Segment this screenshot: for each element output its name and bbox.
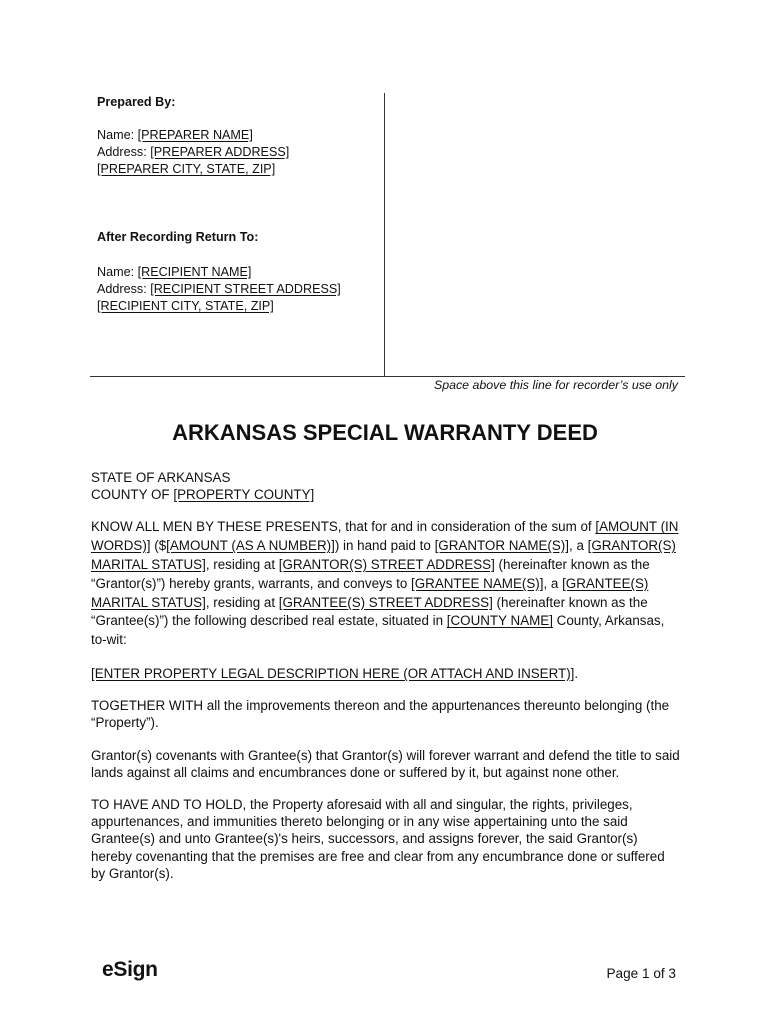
preparer-city-field[interactable]: [PREPARER CITY, STATE, ZIP] [97,162,276,176]
state-line: STATE OF ARKANSAS [91,470,231,485]
placeholder-field[interactable]: [GRANTEE NAME(S)] [411,575,544,591]
label: Name: [97,128,138,142]
placeholder-field[interactable]: [COUNTY NAME] [446,613,553,629]
recipient-city-field[interactable]: [RECIPIENT CITY, STATE, ZIP] [97,299,274,313]
esign-logo: eSign [102,958,158,981]
document-body [91,469,681,897]
paragraph-text: (hereinafter known as the “Grantee(s)”) the following described real estate, situated in [91,594,648,629]
label: Name: [97,265,138,279]
recorder-line [90,376,685,377]
placeholder-field[interactable]: [GRANTEE(S) MARITAL STATUS] [91,575,649,610]
consideration-paragraph [91,518,681,650]
paragraph-text: KNOW ALL MEN BY THESE PRESENTS, that for and in consideration of the sum of [91,519,596,535]
paragraph-text: (hereinafter known as the “Grantor(s)”) hereby grants, warrants, and conveys to [91,557,650,591]
paragraph-text: County, Arkansas, to-wit: [91,613,665,648]
together-paragraph: TOGETHER WITH all the improvements thereon and the appurtenances thereunto belonging (the “Property”). [91,698,670,731]
paragraph-text: ) in hand paid to [334,538,435,554]
placeholder-field[interactable]: [AMOUNT (AS A NUMBER)] [166,538,335,554]
page-number: Page 1 of 3 [606,966,676,981]
recorder-note: Space above this line for recorder’s use only [433,378,678,392]
preparer-name-field[interactable]: [PREPARER NAME] [137,128,253,142]
placeholder-field[interactable]: [AMOUNT (IN WORDS)] [91,519,679,554]
habendum-paragraph: TO HAVE AND TO HOLD, the Property aforesaid with all and singular, the rights, privileges, appurtenances, and immunities thereto belonging or in any wise appertaining unto the said Grantee(s) and unto Grantee(s)'s heirs, successors, and assigns forever, the said Grantor(s) hereby covenanting that the premises are free and clear from any encumbrance done or suffered by Grantor(s). [91,797,665,881]
preparer-address-field[interactable]: [PREPARER ADDRESS] [150,145,290,159]
label: Address: [97,145,151,159]
paragraph-text: , residing at [205,594,279,610]
vertical-divider [384,93,385,377]
covenant-paragraph: Grantor(s) covenants with Grantee(s) that Grantor(s) will forever warrant and defend the title to said lands against all claims and encumbrances done or suffered by it, but against none other. [91,747,680,780]
placeholder-field[interactable]: [GRANTOR(S) STREET ADDRESS] [278,557,495,572]
document-title: ARKANSAS SPECIAL WARRANTY DEED [172,420,598,445]
recipient-name-field[interactable]: [RECIPIENT NAME] [137,265,252,279]
paragraph-text: , residing at [205,557,279,572]
preparer-block [97,94,377,315]
return-to-heading: After Recording Return To: [97,230,259,244]
property-county-field[interactable]: [PROPERTY COUNTY] [173,487,315,503]
placeholder-field[interactable]: [GRANTOR NAME(S)] [434,538,569,554]
period: . [574,665,579,681]
recipient-address-field[interactable]: [RECIPIENT STREET ADDRESS] [150,282,341,296]
placeholder-field[interactable]: [GRANTOR(S) MARITAL STATUS] [91,538,676,572]
county-label: COUNTY OF [91,487,174,503]
placeholder-field[interactable]: [GRANTEE(S) STREET ADDRESS] [278,594,493,610]
label: Address: [97,282,151,296]
paragraph-text: ($ [150,538,167,554]
prepared-by-heading: Prepared By: [97,95,176,109]
paragraph-text: , a [543,575,563,591]
paragraph-text: , a [569,538,588,554]
legal-description-field[interactable]: [ENTER PROPERTY LEGAL DESCRIPTION HERE (OR ATTACH AND INSERT)] [91,665,575,681]
